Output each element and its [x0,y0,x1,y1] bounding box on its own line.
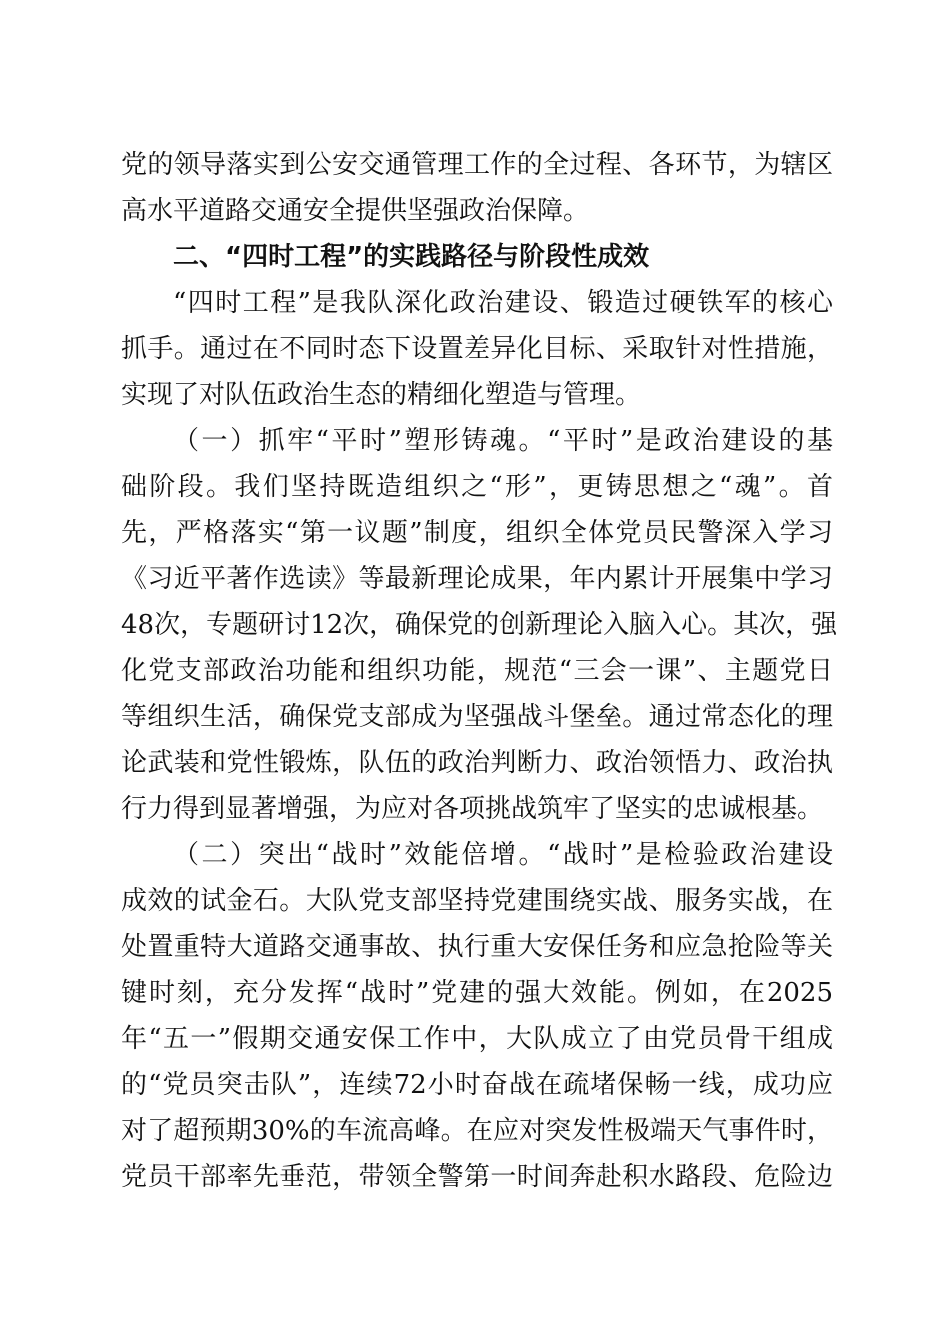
text-line: 抓手。通过在不同时态下设置差异化目标、采取针对性措施， [121,334,833,364]
text-line: 党的领导落实到公安交通管理工作的全过程、各环节，为辖区 [121,150,833,180]
text-line: 年“五一”假期交通安保工作中，大队成立了由党员骨干组成 [121,1024,833,1054]
text-line: 等组织生活，确保党支部成为坚强战斗堡垒。通过常态化的理 [121,702,833,732]
text-line: （二）突出“战时”效能倍增。“战时”是检验政治建设 [173,840,833,870]
text-line: 高水平道路交通安全提供坚强政治保障。 [121,196,590,226]
text-line: 实现了对队伍政治生态的精细化塑造与管理。 [121,380,642,410]
text-line: 对了超预期30%的车流高峰。在应对突发性极端天气事件时， [121,1116,833,1146]
text-line: 键时刻，充分发挥“战时”党建的强大效能。例如，在2025 [121,978,833,1008]
text-line: 化党支部政治功能和组织功能，规范“三会一课”、主题党日 [121,656,833,686]
text-line: （一）抓牢“平时”塑形铸魂。“平时”是政治建设的基 [173,426,833,456]
text-line: 行力得到显著增强，为应对各项挑战筑牢了坚实的忠诚根基。 [121,794,824,824]
text-line: 论武装和党性锻炼，队伍的政治判断力、政治领悟力、政治执 [121,748,833,778]
text-line: 处置重特大道路交通事故、执行重大安保任务和应急抢险等关 [121,932,833,962]
text-line: 成效的试金石。大队党支部坚持党建围绕实战、服务实战，在 [121,886,833,916]
text-line: “四时工程”是我队深化政治建设、锻造过硬铁军的核心 [173,288,833,318]
text-line: 先，严格落实“第一议题”制度，组织全体党员民警深入学习 [121,518,833,548]
text-line: 48次，专题研讨12次，确保党的创新理论入脑入心。其次，强 [121,610,838,640]
text-line: 的“党员突击队”，连续72小时奋战在疏堵保畅一线，成功应 [121,1070,833,1100]
section-heading: 二、“四时工程”的实践路径与阶段性成效 [173,242,650,272]
text-line: 《习近平著作选读》等最新理论成果，年内累计开展集中学习 [121,564,833,594]
text-line: 党员干部率先垂范，带领全警第一时间奔赴积水路段、危险边 [121,1162,833,1192]
text-line: 础阶段。我们坚持既造组织之“形”，更铸思想之“魂”。首 [121,472,833,502]
